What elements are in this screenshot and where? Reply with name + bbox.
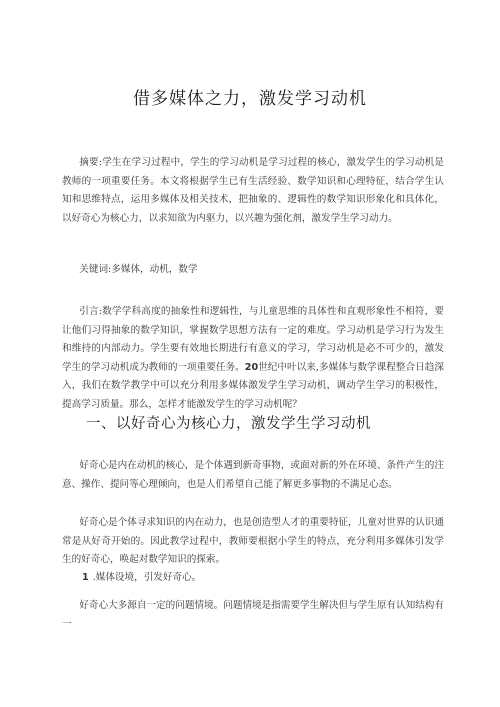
document-title: 借多媒体之力，激发学习动机: [133, 89, 367, 109]
section-paragraph-1: 好奇心是内在动机的核心，是个体遇到新奇事物，或面对新的外在环境、条件产生的注意、操作、提问等心理倾向，也是人们希望自己能了解更多事物的不满足心态。: [62, 460, 444, 490]
abstract-label: 摘要:: [79, 157, 103, 168]
subsection-heading: [82, 569, 201, 587]
intro-paragraph: [62, 303, 444, 414]
intro-text-before: 数学学科高度的抽象性和逻辑性，与儿童思维的具体性和直观形象性不相符，要让他们习得抽象的数学知识，掌握数学思想方法有一定的难度。学习动机是学习行为发生和维持的内部动力。学生要有效地长期进行有意义的学习，学习动机是必不可少的，激发学生的学习动机成为教师的一项重要任务。: [62, 306, 445, 373]
keywords-label: 关键词:: [79, 264, 112, 275]
intro-text-after: 世纪中叶以来,多媒体与数学课程整合日趋深入，我们在数学教学中可以充分利用多媒体激发学生学习动机，调动学生学习的积极性，提高学习质量。那么，怎样才能激发学生的学习动机呢？: [62, 361, 444, 410]
keywords-paragraph: [62, 261, 444, 280]
abstract-text: 学生在学习过程中，学生的学习动机是学习过程的核心，激发学生的学习动机是教师的一项重要任务。本文将根据学生已有生活经验、数学知识和心理特征，结合学生认知和思维特点，运用多媒体及相关技术，把抽象的、逻辑性的数学知识形象化和具体化，以好奇心为核心力，以求知欲为内驱力，以兴趣为强化剂，激发学生学习动力。: [62, 157, 445, 224]
intro-label: 引言:: [79, 306, 103, 317]
section-heading: 一、以好奇心为核心力，激发学生学习动机: [86, 416, 371, 432]
section-paragraph-3: 好奇心大多源自一定的问题情境。问题情境是指需要学生解决但与学生原有认知结构有一: [62, 600, 444, 630]
intro-year-number: 20: [244, 361, 259, 373]
keywords-text: 多媒体，动机，数学: [111, 264, 198, 275]
subsection-title: .媒体设境，引发好奇心。: [92, 572, 202, 583]
subsection-number: 1: [82, 572, 89, 583]
abstract-paragraph: [62, 154, 444, 228]
section-paragraph-2: 好奇心是个体寻求知识的内在动力，也是创造型人才的重要特征，儿童对世界的认识通常是从好奇开始的。因此教学过程中，教师要根据小学生的特点，充分利用多媒体引发学生的好奇心，唤起对数学知识的探索。: [62, 517, 444, 565]
